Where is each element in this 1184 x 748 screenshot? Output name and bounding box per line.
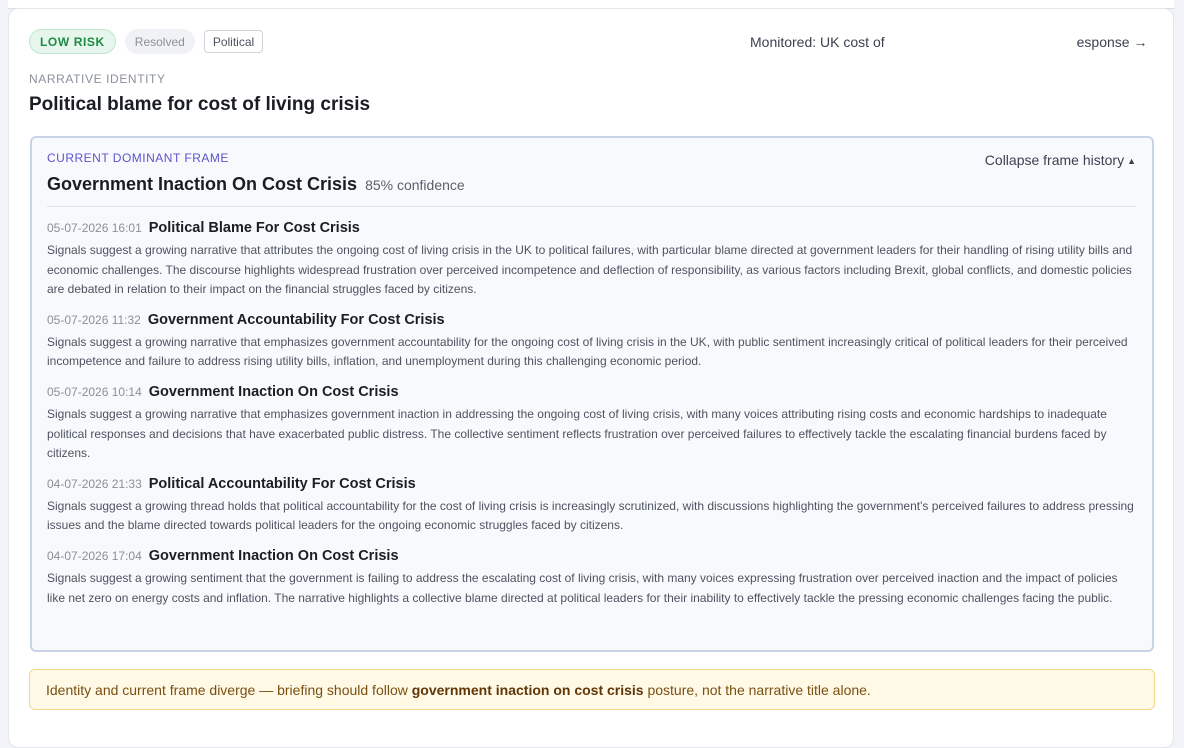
frame-header — [47, 174, 465, 195]
entry-summary: Signals suggest a growing narrative that emphasizes government accountability for the ongoing cost of living crisis in the UK, with public sentiment increasingly critical of political leaders for their perceived incompetence and failure to address rising utility bills, inflation, and unemployment during this challenging economic period. — [47, 334, 1128, 369]
frame-label: CURRENT DOMINANT FRAME — [47, 151, 229, 165]
entry-title: Government Inaction On Cost Crisis — [148, 383, 399, 400]
entry-timestamp: 05-07-2026 11:32 — [47, 312, 141, 327]
entry-timestamp: 05-07-2026 16:01 — [47, 221, 142, 235]
history-entry — [47, 548, 1137, 608]
collapse-label: Collapse frame history — [984, 152, 1125, 168]
arrow-right-icon: → — [1133, 34, 1148, 50]
monitored-suffix: esponse — [1076, 34, 1130, 50]
history-entry — [47, 312, 1137, 372]
redacted-mask — [885, 35, 1077, 51]
monitored-prefix: Monitored: UK cost of — [750, 34, 885, 50]
divider — [47, 206, 1136, 207]
narrative-title: Political blame for cost of living crisis — [29, 94, 371, 115]
entry-title: Political Accountability For Cost Crisis — [148, 475, 416, 492]
identity-label: NARRATIVE IDENTITY — [29, 72, 166, 86]
notice-text-before: Identity and current frame diverge — briefing should follow — [46, 682, 412, 698]
entry-summary: Signals suggest a growing thread holds that political accountability for the cost of living crisis is increasingly scrutinized, with discussions highlighting the government's perceived failures to address pressing issues and the blame directed towards political leaders for the ongoing economic struggles faced by citizens. — [47, 498, 1134, 533]
entry-title: Government Accountability For Cost Crisis — [147, 311, 445, 328]
entry-timestamp: 04-07-2026 17:04 — [47, 548, 142, 563]
entry-title: Government Inaction On Cost Crisis — [148, 547, 399, 564]
notice-highlight: government inaction on cost crisis — [411, 682, 644, 698]
risk-badge: LOW RISK — [29, 29, 116, 54]
notice-text-after: posture, not the narrative title alone. — [643, 682, 871, 698]
entry-timestamp: 05-07-2026 10:14 — [47, 384, 142, 399]
frame-title: Government Inaction On Cost Crisis — [47, 174, 358, 194]
badge-row — [29, 29, 263, 54]
caret-up-icon: ▲ — [1127, 156, 1136, 166]
frame-confidence: 85% confidence — [365, 177, 465, 193]
history-entry — [47, 384, 1137, 464]
entry-summary: Signals suggest a growing narrative that attributes the ongoing cost of living crisis in the UK to political failures, with particular blame directed at government leaders for their handling of rising utility bills and economic challenges. The discourse highlights widespread frustration over perceived incompetence and deflection of responsibility, as various factors including Brexit, global conflicts, and domestic policies are debated in relation to their impact on the financial struggles faced by citizens. — [47, 243, 1133, 297]
history-entry — [47, 476, 1137, 536]
collapse-history-button[interactable] — [985, 152, 1136, 168]
frame-history-list — [47, 220, 1137, 620]
entry-summary: Signals suggest a growing sentiment that the government is failing to address the escalating cost of living crisis, with many voices expressing frustration over perceived inaction and the impact of policies like net zero on energy costs and inflation. The narrative highlights a collective blame directed at political leaders for their inability to effectively tackle the pressing economic challenges facing the public. — [47, 570, 1118, 605]
entry-title: Political Blame For Cost Crisis — [148, 220, 360, 236]
dominant-frame-panel — [30, 136, 1154, 652]
status-badge: Resolved — [125, 29, 195, 54]
entry-summary: Signals suggest a growing narrative that emphasizes government inaction in addressing the ongoing cost of living crisis, with many voices attributing rising costs and economic hardships to inadequate political responses and decisions that have exacerbated public distress. The collective sentiment reflects frustration over perceived failures to effectively tackle the escalating financial burdens faced by citizens. — [47, 406, 1107, 461]
entry-timestamp: 04-07-2026 21:33 — [47, 476, 142, 491]
history-entry — [47, 220, 1137, 300]
divergence-notice — [29, 669, 1155, 710]
category-tag: Political — [204, 30, 263, 53]
monitored-link[interactable] — [750, 34, 1147, 51]
